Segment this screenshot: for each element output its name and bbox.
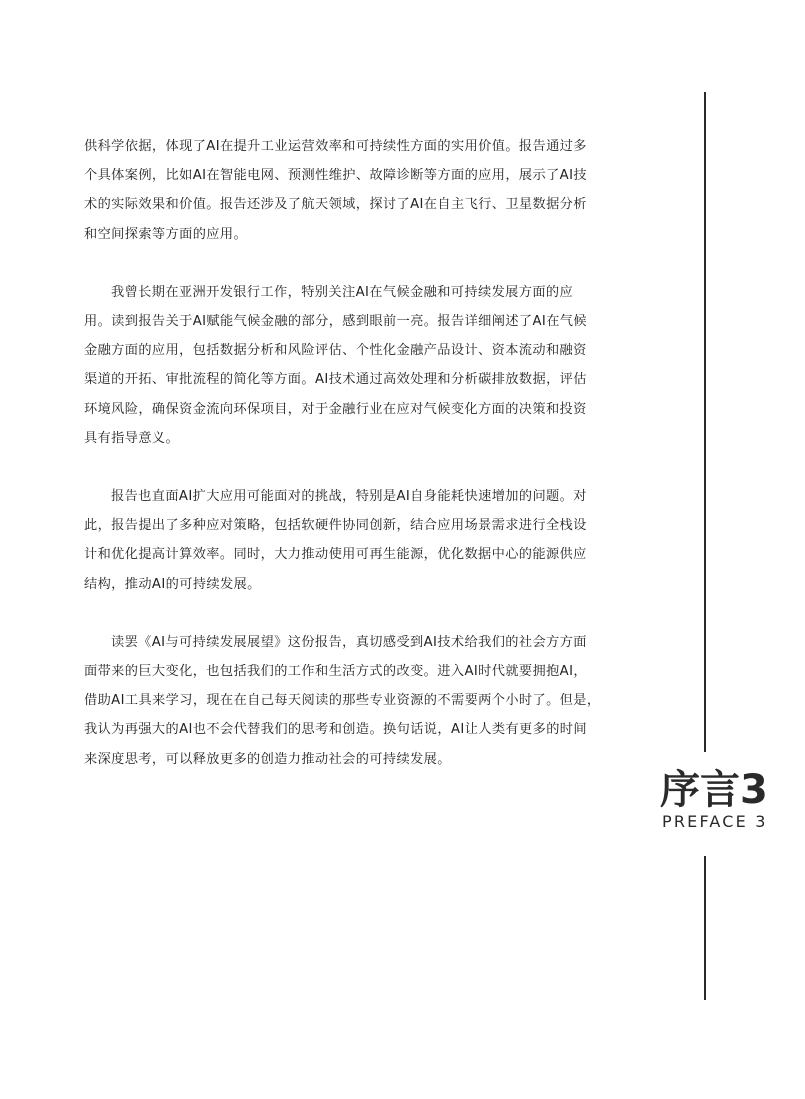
text-line-first [84,628,587,657]
text-line: 报告也直面AI扩大应用可能面对的挑战，特别是AI自身能耗快速增加的问题。对 [111,489,587,505]
text-line: 来深度思考，可以释放更多的创造力推动社会的可持续发展。 [84,751,451,767]
text-line: 环境风险，确保资金流向环保项目，对于金融行业在应对气候变化方面的决策和投资 [84,401,587,417]
text-line: 和空间探索等方面的应用。 [84,226,248,242]
text-line-first [84,482,587,511]
text-line: 渠道的开拓、审批流程的简化等方面。AI技术通过高效处理和分析碳排放数据，评估 [84,372,587,388]
side-divider-top [704,92,706,752]
text-line: 借助AI工具来学习，现在在自己每天阅读的那些专业资源的不需要两个小时了。但是， [84,693,601,709]
text-line: 术的实际效果和价值。报告还涉及了航天领域，探讨了AI在自主飞行、卫星数据分析 [84,197,587,213]
paragraph-3 [84,482,587,599]
text-line: 用。读到报告关于AI赋能气候金融的部分，感到眼前一亮。报告详细阐述了AI在气候 [84,314,587,330]
paragraph-1 [84,132,587,249]
section-subtitle: PREFACE 3 [662,812,768,831]
body-text [84,132,601,774]
text-line: 结构，推动AI的可持续发展。 [84,576,261,592]
text-line: 我认为再强大的AI也不会代替我们的思考和创造。换句话说，AI让人类有更多的时间 [84,722,587,738]
text-line: 面带来的巨大变化，也包括我们的工作和生活方式的改变。进入AI时代就要拥抱AI， [84,664,587,680]
text-line: 计和优化提高计算效率。同时，大力推动使用可再生能源，优化数据中心的能源供应 [84,547,587,563]
text-line: 供科学依据，体现了AI在提升工业运营效率和可持续性方面的实用价值。报告通过多 [84,139,587,154]
paragraph-2 [84,278,587,453]
text-line: 此，报告提出了多种应对策略，包括软硬件协同创新，结合应用场景需求进行全栈设 [84,518,587,534]
text-line: 个具体案例，比如AI在智能电网、预测性维护、故障诊断等方面的应用，展示了AI技 [84,168,587,184]
text-line: 金融方面的应用，包括数据分析和风险评估、个性化金融产品设计、资本流动和融资 [84,343,587,359]
section-title: 序言3 [660,767,768,813]
text-line: 读罢《AI与可持续发展展望》这份报告，真切感受到AI技术给我们的社会方方面 [111,634,587,650]
paragraph-4 [84,628,601,774]
text-line: 具有指导意义。 [84,430,180,446]
side-divider-bottom [704,856,706,1000]
text-line: 我曾长期在亚洲开发银行工作，特别关注AI在气候金融和可持续发展方面的应 [111,284,574,300]
text-line-first [84,278,584,307]
